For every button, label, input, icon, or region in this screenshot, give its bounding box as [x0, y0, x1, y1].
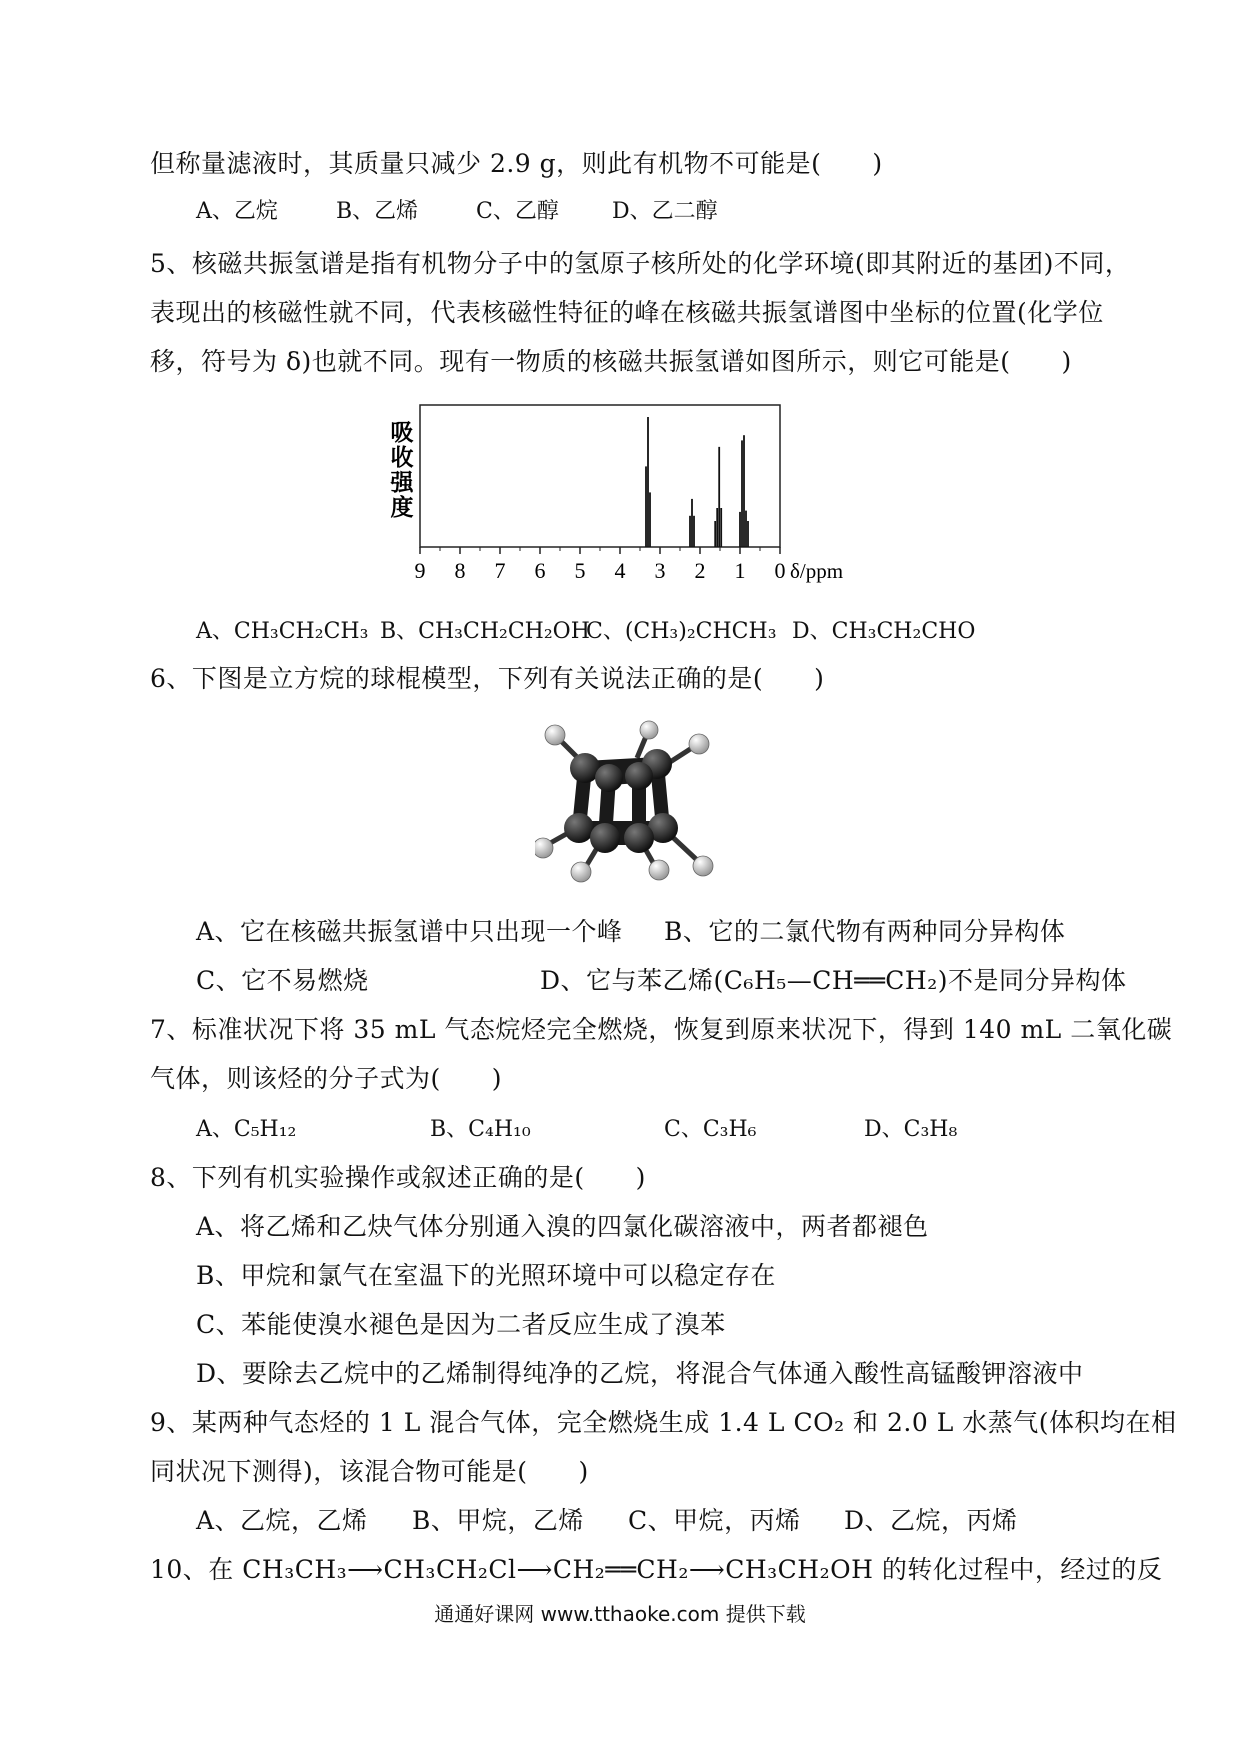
cubane-ball-stick-model [535, 720, 725, 890]
q5-line-2: 表现出的核磁性就不同，代表核磁性特征的峰在核磁共振氢谱图中坐标的位置(化学位 [150, 298, 1104, 327]
q7-line-2: 气体，则该烃的分子式为( ) [150, 1064, 503, 1093]
q7-option-a: A、C₅H₁₂ [196, 1117, 297, 1142]
q10-line-1: 10、在 CH₃CH₃⟶CH₃CH₂Cl⟶CH₂══CH₂⟶CH₃CH₂OH 的转化过程中，经过的反 [150, 1555, 1163, 1584]
q9-option-c: C、甲烷，丙烯 [628, 1506, 801, 1535]
q9-line-2: 同状况下测得)，该混合物可能是( ) [150, 1457, 589, 1486]
q7-line-1: 7、标准状况下将 35 mL 气态烷烃完全燃烧，恢复到原来状况下，得到 140 mL 二氧化碳 [150, 1015, 1173, 1044]
q7-option-c: C、C₃H₆ [664, 1117, 757, 1142]
q8-stem: 8、下列有机实验操作或叙述正确的是( ) [150, 1163, 646, 1192]
q7-option-d: D、C₃H₈ [864, 1117, 958, 1142]
peak-group [646, 417, 748, 547]
q6-option-c: C、它不易燃烧 [196, 966, 369, 995]
x-tick-label: 1 [734, 558, 746, 583]
q9-option-a: A、乙烷，乙烯 [196, 1506, 368, 1535]
q5-option-b: B、CH₃CH₂CH₂OH [380, 619, 590, 644]
q5-option-a: A、CH₃CH₂CH₃ [196, 619, 369, 644]
q8-option-a: A、将乙烯和乙炔气体分别通入溴的四氯化碳溶液中，两者都褪色 [196, 1212, 929, 1241]
q5-line-1: 5、核磁共振氢谱是指有机物分子中的氢原子核所处的化学环境(即其附近的基团)不同， [150, 249, 1131, 278]
q8-option-d: D、要除去乙烷中的乙烯制得纯净的乙烷，将混合气体通入酸性高锰酸钾溶液中 [196, 1359, 1084, 1388]
q8-option-b: B、甲烷和氯气在室温下的光照环境中可以稳定存在 [196, 1261, 776, 1290]
q8-option-c: C、苯能使溴水褪色是因为二者反应生成了溴苯 [196, 1310, 726, 1339]
x-tick-label: 2 [694, 558, 706, 583]
q5-line-3: 移，符号为 δ)也就不同。现有一物质的核磁共振氢谱如图所示，则它可能是( ) [150, 347, 1072, 376]
q5-option-c: C、(CH₃)₂CHCH₃ [586, 619, 777, 644]
q5-option-d: D、CH₃CH₂CHO [792, 619, 976, 644]
q6-option-b: B、它的二氯代物有两种同分异构体 [664, 917, 1066, 946]
x-tick-label: 8 [454, 558, 466, 583]
x-tick-label: 9 [414, 558, 426, 583]
q4-text: 但称量滤液时，其质量只减少 2.9 g，则此有机物不可能是( ) [150, 149, 883, 178]
x-tick-label: 3 [654, 558, 666, 583]
nmr-spectrum-chart [380, 395, 900, 600]
x-tick-label: 4 [614, 558, 626, 583]
q6-stem: 6、下图是立方烷的球棍模型，下列有关说法正确的是( ) [150, 664, 825, 693]
plot-frame [420, 405, 780, 547]
tick-group [415, 547, 786, 583]
q9-line-1: 9、某两种气态烃的 1 L 混合气体，完全燃烧生成 1.4 L CO₂ 和 2.0 L 水蒸气(体积均在相 [150, 1408, 1177, 1437]
q4-option-c: C、乙醇 [476, 199, 559, 224]
page-footer: 通通好课网 www.tthaoke.com 提供下载 [434, 1602, 806, 1626]
q4-option-b: B、乙烯 [336, 199, 419, 224]
q9-option-d: D、乙烷，丙烯 [844, 1506, 1018, 1535]
x-axis-label: δ/ppm [790, 559, 844, 583]
x-tick-label: 6 [534, 558, 546, 583]
y-axis-label: 吸收强度 [390, 420, 414, 520]
q9-option-b: B、甲烷，乙烯 [412, 1506, 584, 1535]
x-tick-label: 7 [494, 558, 506, 583]
q6-option-a: A、它在核磁共振氢谱中只出现一个峰 [196, 917, 623, 946]
x-tick-label: 5 [574, 558, 586, 583]
q4-option-a: A、乙烷 [196, 199, 278, 224]
x-tick-label: 0 [774, 558, 786, 583]
q7-option-b: B、C₄H₁₀ [430, 1117, 531, 1142]
q6-option-d: D、它与苯乙烯(C₆H₅—CH══CH₂)不是同分异构体 [540, 966, 1127, 995]
q4-option-d: D、乙二醇 [612, 199, 718, 224]
